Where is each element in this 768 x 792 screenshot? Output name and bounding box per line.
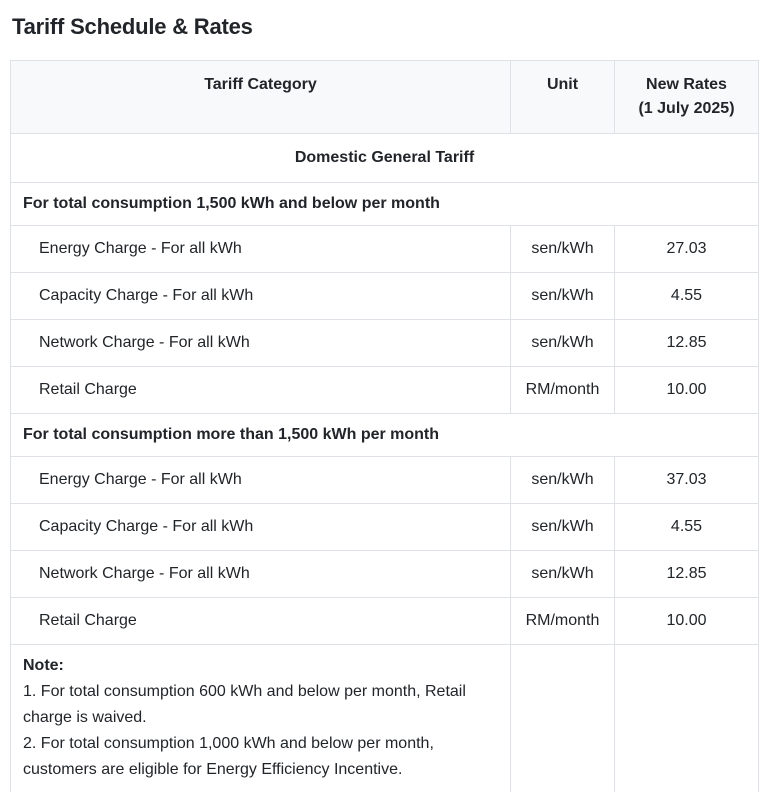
table-row xyxy=(11,273,759,320)
charge-unit: sen/kWh xyxy=(511,226,615,273)
charge-label: Retail Charge xyxy=(11,598,511,645)
column-header-unit: Unit xyxy=(511,61,615,134)
table-row xyxy=(11,504,759,551)
charge-unit: sen/kWh xyxy=(511,504,615,551)
note-cell xyxy=(11,645,511,792)
group-title-row xyxy=(11,134,759,183)
note-label: Note: xyxy=(23,657,64,674)
charge-label: Capacity Charge - For all kWh xyxy=(11,273,511,320)
column-header-new-rates-line2: (1 July 2025) xyxy=(638,100,735,117)
charge-label: Energy Charge - For all kWh xyxy=(11,226,511,273)
group-title: Domestic General Tariff xyxy=(11,134,759,183)
charge-rate: 4.55 xyxy=(615,273,759,320)
charge-label: Network Charge - For all kWh xyxy=(11,320,511,367)
charge-rate: 10.00 xyxy=(615,367,759,414)
charge-label: Capacity Charge - For all kWh xyxy=(11,504,511,551)
note-line-1: 1. For total consumption 600 kWh and below per month, Retail charge is waived. xyxy=(23,683,466,726)
charge-unit: sen/kWh xyxy=(511,320,615,367)
charge-rate: 12.85 xyxy=(615,320,759,367)
charge-unit: sen/kWh xyxy=(511,551,615,598)
charge-rate: 4.55 xyxy=(615,504,759,551)
charge-rate: 12.85 xyxy=(615,551,759,598)
column-header-new-rates xyxy=(615,61,759,134)
page-title: Tariff Schedule & Rates xyxy=(12,14,253,39)
section-heading-row-above-1500 xyxy=(11,414,759,457)
column-header-tariff-category: Tariff Category xyxy=(11,61,511,134)
charge-rate: 37.03 xyxy=(615,457,759,504)
section-heading-row-below-1500 xyxy=(11,183,759,226)
charge-label: Energy Charge - For all kWh xyxy=(11,457,511,504)
charge-unit: sen/kWh xyxy=(511,457,615,504)
charge-unit: RM/month xyxy=(511,598,615,645)
charge-rate: 27.03 xyxy=(615,226,759,273)
charge-label: Network Charge - For all kWh xyxy=(11,551,511,598)
note-empty-rate-cell xyxy=(615,645,759,792)
table-row xyxy=(11,457,759,504)
table-row xyxy=(11,551,759,598)
table-row xyxy=(11,598,759,645)
column-header-new-rates-line1: New Rates xyxy=(646,76,727,93)
charge-unit: sen/kWh xyxy=(511,273,615,320)
note-empty-unit-cell xyxy=(511,645,615,792)
charge-unit: RM/month xyxy=(511,367,615,414)
section-heading: For total consumption more than 1,500 kWh per month xyxy=(11,414,759,457)
table-row xyxy=(11,367,759,414)
note-line-2: 2. For total consumption 1,000 kWh and below per month, customers are eligible for Energy Efficiency Incentive. xyxy=(23,735,434,778)
charge-rate: 10.00 xyxy=(615,598,759,645)
table-row xyxy=(11,320,759,367)
table-row xyxy=(11,226,759,273)
table-header-row xyxy=(11,61,759,134)
tariff-rates-table xyxy=(10,60,759,792)
note-row xyxy=(11,645,759,792)
section-heading: For total consumption 1,500 kWh and below per month xyxy=(11,183,759,226)
charge-label: Retail Charge xyxy=(11,367,511,414)
